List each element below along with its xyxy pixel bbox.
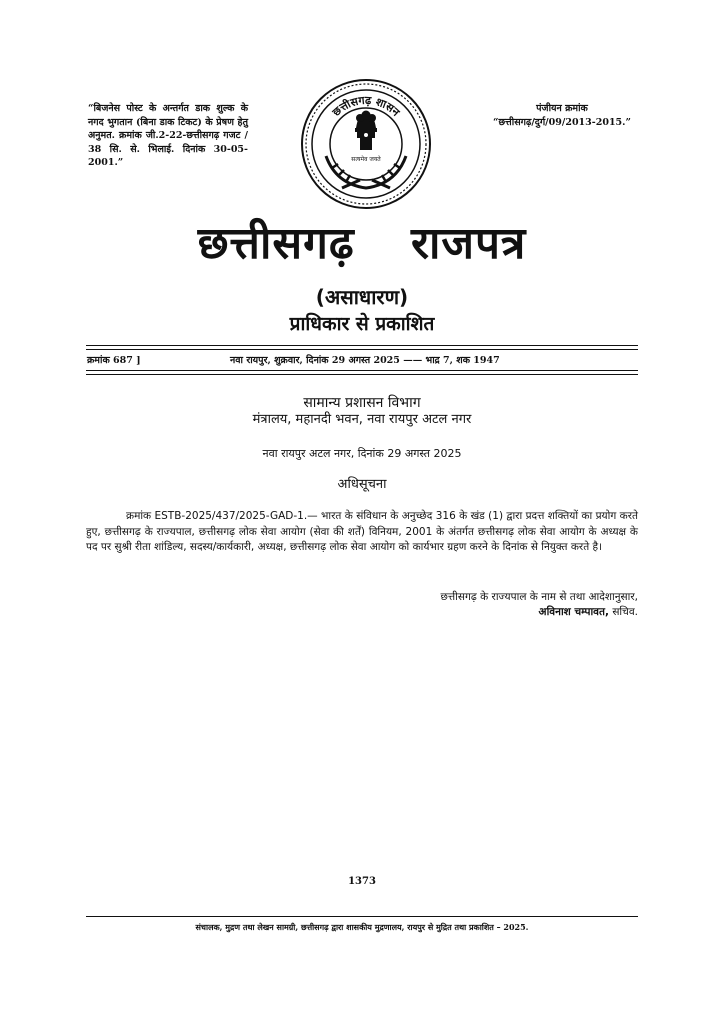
gazette-subtitle-authority: प्राधिकार से प्रकाशित — [289, 313, 435, 335]
signer-title: सचिव. — [612, 606, 638, 618]
notification-heading: अधिसूचना — [337, 477, 387, 492]
registration-block — [462, 102, 662, 129]
bottom-rule-1 — [86, 370, 638, 371]
issue-date-line: नवा रायपुर, शुक्रवार, दिनांक 29 अगस्त 2025 —— भाद्र 7, शक 1947 — [230, 355, 500, 366]
state-emblem-icon — [298, 76, 434, 212]
department-address: मंत्रालय, महानदी भवन, नवा रायपुर अटल नगर — [252, 412, 472, 427]
order-line: छत्तीसगढ़ के राज्यपाल के नाम से तथा आदेशानुसार, — [440, 591, 638, 603]
postal-permit-note: “बिजनेस पोस्ट के अन्तर्गत डाक शुल्क के नगद भुगतान (बिना डाक टिकट) के प्रेषण हेतु अनुमत. क्रमांक जी.2-22-छत्तीसगढ़ गजट / 38 सि. से. भिलाई. दिनांक 30-05-2001.” — [88, 103, 248, 168]
notification-paragraph: क्रमांक ESTB-2025/437/2025-GAD-1.— भारत के संविधान के अनुच्छेद 316 के खंड (1) द्वारा प्रदत्त शक्तियों का प्रयोग करते हुए, छत्तीसगढ़ के राज्यपाल, छत्तीसगढ़ लोक सेवा आयोग (सेवा की शर्तें) विनियम, 2001 के अंतर्गत छत्तीसगढ़ लोक सेवा आयोग के अध्यक्ष के पद पर सुश्री रीता शांडिल्य, सदस्य/कार्यकारी, अध्यक्ष, छत्तीसगढ़ लोक सेवा आयोग को कार्यभार ग्रहण करने के दिनांक से नियुक्त करते है। — [86, 510, 638, 553]
registration-number: “छत्तीसगढ़/दुर्ग/09/2013-2015.” — [493, 116, 631, 128]
emblem-motto: सत्यमेव जयते — [351, 156, 381, 163]
top-rule-2 — [86, 349, 638, 350]
bottom-rule-2 — [86, 374, 638, 375]
gazette-title: छत्तीसगढ़ राजपत्र — [197, 218, 527, 269]
footer-rule — [86, 916, 638, 917]
issue-number: क्रमांक 687 ] — [87, 355, 141, 366]
department-name: सामान्य प्रशासन विभाग — [303, 395, 421, 411]
signature-line — [360, 605, 638, 620]
page-number: 1373 — [348, 876, 376, 887]
top-rule-1 — [86, 345, 638, 346]
gazette-subtitle-extraordinary: (असाधारण) — [315, 285, 409, 309]
printer-footer: संचालक, मुद्रण तथा लेखन सामग्री, छत्तीसगढ़ द्वारा शासकीय मुद्रणालय, रायपुर से मुद्रित तथा प्रकाशित – 2025. — [195, 922, 529, 932]
signer-name: अविनाश चम्पावत, — [538, 606, 609, 618]
registration-label: पंजीयन क्रमांक — [536, 103, 588, 114]
notification-date: नवा रायपुर अटल नगर, दिनांक 29 अगस्त 2025 — [262, 447, 462, 460]
emblem-ring-text: छत्तीसगढ़ शासन — [329, 93, 403, 119]
